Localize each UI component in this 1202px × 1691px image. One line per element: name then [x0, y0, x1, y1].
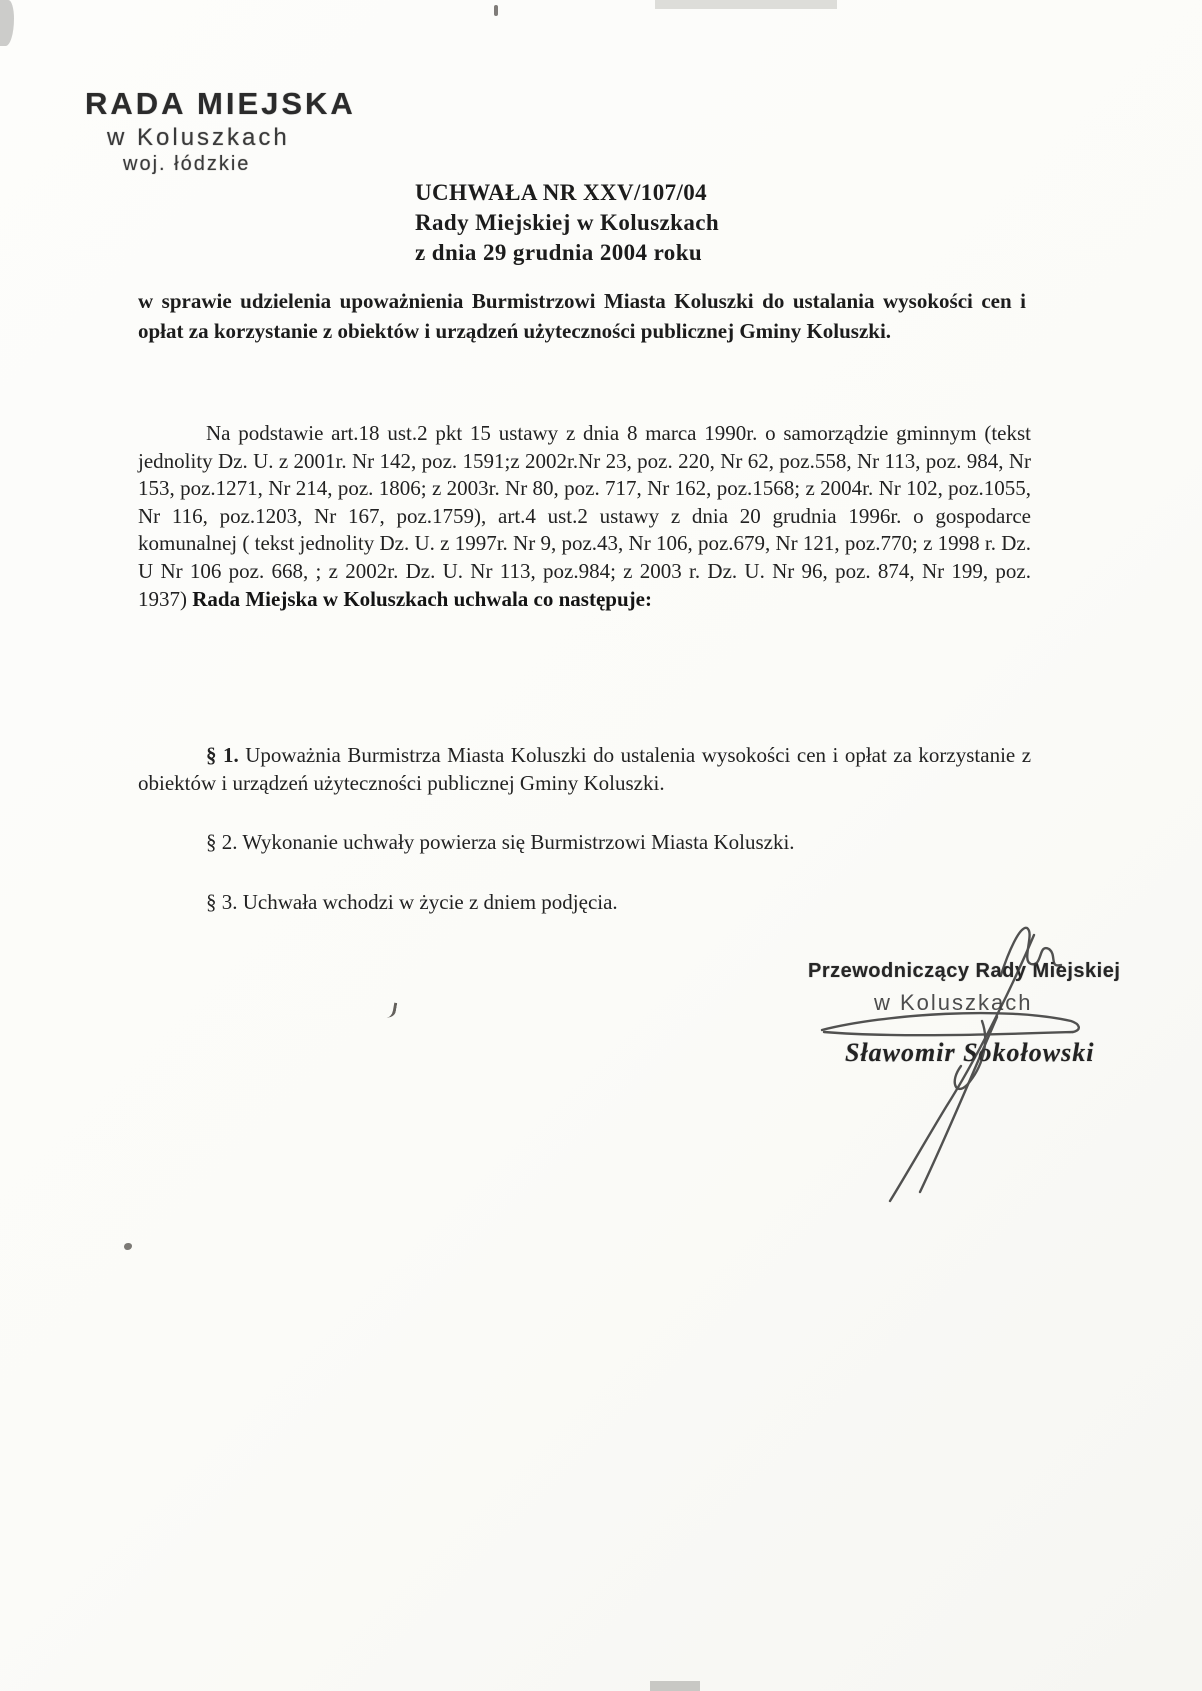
resolution-date: z dnia 29 grudnia 2004 roku [415, 240, 703, 265]
section-paragraph-3 [138, 888, 1031, 916]
resolution-title [415, 178, 719, 268]
section-marker: § 3. [206, 890, 238, 914]
signature-place-stamp: w Koluszkach [874, 990, 1033, 1015]
stamp-line-organization: RADA MIEJSKA [85, 86, 356, 121]
scan-artifact-top-speck [494, 5, 498, 16]
section-marker: § 2. [206, 830, 238, 854]
resolution-subject: w sprawie udzielenia upoważnienia Burmistrzowi Miasta Koluszki do ustalania wysokości cen i opłat za korzystanie z obiektów i urządzeń użyteczności publicznej Gminy Koluszki. [138, 289, 1026, 343]
resolution-number: UCHWAŁA NR XXV/107/04 [415, 180, 708, 205]
scan-artifact-corner [0, 0, 14, 46]
preamble-resolving-clause: Rada Miejska w Koluszkach uchwala co następuje: [192, 586, 652, 611]
section-paragraph-1 [138, 741, 1031, 797]
scan-artifact-ink-mark [385, 1001, 398, 1018]
preamble-legal-basis: Na podstawie art.18 ust.2 pkt 15 ustawy z dnia 8 marca 1990r. o samorządzie gminnym (tekst jednolity Dz. U. z 2001r. Nr 142, poz. 1591;z 2002r.Nr 23, poz. 220, Nr 62, poz.558, Nr 113, poz. 984, Nr 153, poz.1271, Nr 214, poz. 1806; z 2003r. Nr 80, poz. 717, Nr 162, poz.1568; z 2004r. Nr 102, poz.1055, Nr 116, poz.1203, Nr 167, poz.1759), art.4 ust.2 ustawy z dnia 20 grudnia 1996r. o gospodarce komunalnej ( tekst jednolity Dz. U. z 1997r. Nr 9, poz.43, Nr 106, poz.679, Nr 121, poz.770; z 1998 r. Dz. U Nr 106 poz. 668, ; z 2002r. Dz. U. Nr 113, poz.984; z 2003 r. Dz. U. Nr 96, poz. 874, Nr 199, poz. 1937) [138, 421, 1031, 611]
scan-artifact-top-band [655, 0, 837, 9]
section-marker: § 1. [206, 743, 239, 767]
stamp-line-voivodeship: woj. łódzkie [123, 153, 251, 175]
section-paragraph-2 [138, 828, 1031, 856]
scan-artifact-bottom-strip [650, 1681, 700, 1691]
resolution-issuer: Rady Miejskiej w Koluszkach [415, 210, 720, 235]
scan-artifact-left-dot [124, 1243, 132, 1250]
legal-preamble [138, 420, 1031, 613]
stamp-line-city: w Koluszkach [107, 124, 290, 151]
signature-name-stamp: Sławomir Sokołowski [845, 1038, 1095, 1067]
section-text: Upoważnia Burmistrza Miasta Koluszki do ustalenia wysokości cen i opłat za korzystanie z obiektów i urządzeń użyteczności publicznej Gminy Koluszki. [138, 743, 1032, 795]
section-text: Wykonanie uchwały powierza się Burmistrzowi Miasta Koluszki. [242, 830, 795, 854]
signature-role-stamp: Przewodniczący Rady Miejskiej [808, 960, 1121, 982]
council-stamp [85, 86, 356, 176]
section-text: Uchwała wchodzi w życie z dniem podjęcia. [242, 890, 618, 914]
